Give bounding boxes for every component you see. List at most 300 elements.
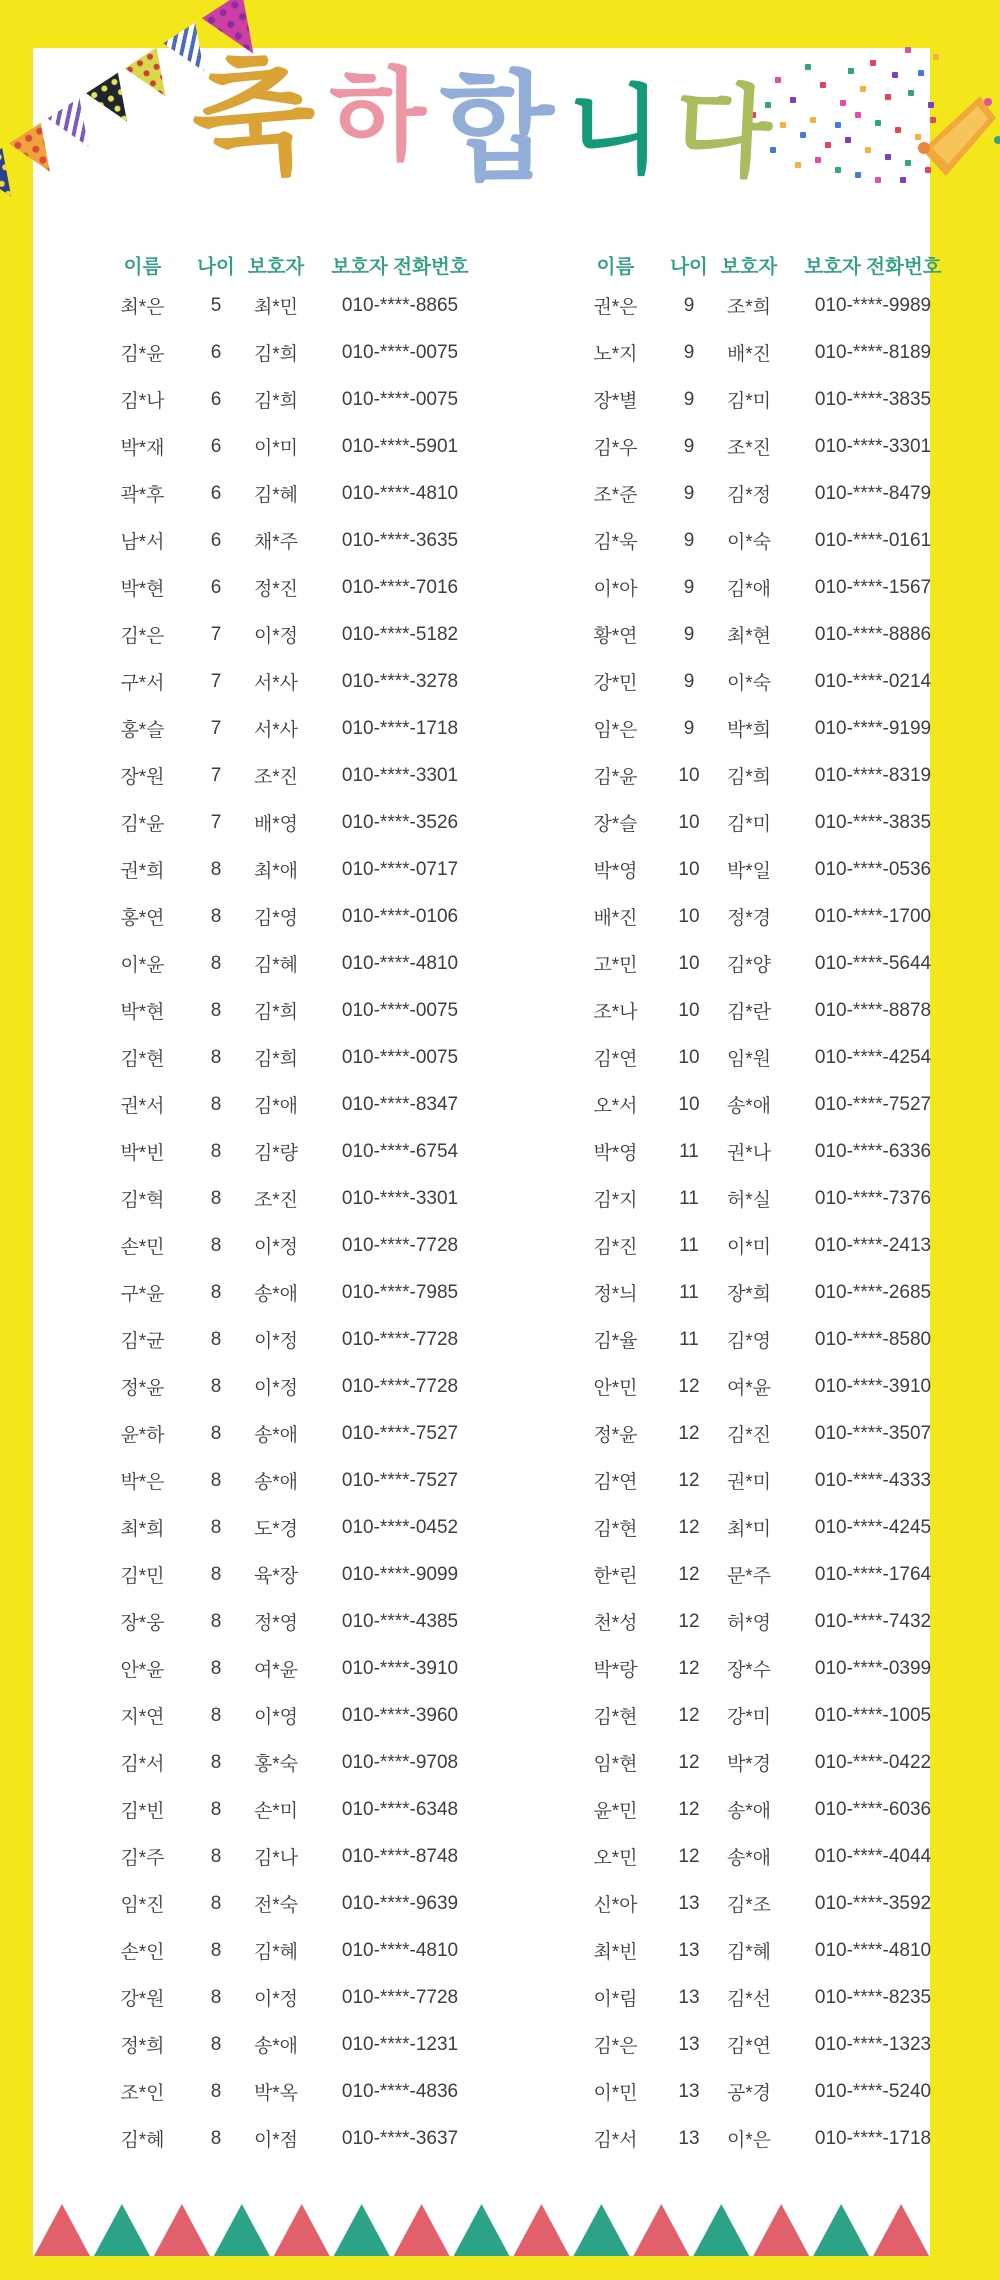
- table-row: [563, 893, 958, 940]
- name-cell: 강*민: [593, 673, 638, 694]
- phone-cell: 010-****-3278: [341, 670, 459, 692]
- age-cell: 9: [683, 435, 695, 457]
- guardian-cell: 장*수: [726, 1660, 772, 1681]
- name-cell: 김*우: [593, 438, 638, 459]
- table-row: [90, 1410, 485, 1457]
- age-cell: 6: [210, 529, 222, 551]
- phone-cell: 010-****-8347: [341, 1093, 459, 1115]
- name-cell: 김*혁: [120, 1190, 165, 1211]
- name-cell: 김*율: [593, 1331, 638, 1352]
- phone-cell: 010-****-0075: [341, 999, 459, 1021]
- guardian-cell: 공*경: [726, 2083, 772, 2104]
- table-row: [563, 2115, 958, 2162]
- guardian-cell: 김*혜: [253, 485, 299, 506]
- table-row: [563, 611, 958, 658]
- name-cell: 오*민: [593, 1848, 638, 1869]
- guardian-cell: 이*숙: [726, 532, 772, 553]
- triangle-icon: [94, 2204, 150, 2256]
- phone-cell: 010-****-7728: [341, 1986, 459, 2008]
- table-row: [90, 2021, 485, 2068]
- guardian-cell: 이*영: [253, 1707, 299, 1728]
- phone-cell: 010-****-3960: [341, 1704, 459, 1726]
- guardian-cell: 김*선: [726, 1989, 772, 2010]
- column-header-name: 이름: [596, 256, 635, 278]
- age-cell: 9: [683, 717, 695, 739]
- poster-panel: [33, 43, 942, 2256]
- phone-cell: 010-****-1005: [814, 1704, 932, 1726]
- age-cell: 6: [210, 341, 222, 363]
- guardian-cell: 김*희: [253, 1049, 299, 1070]
- age-cell: 10: [678, 764, 700, 786]
- age-cell: 13: [678, 1892, 700, 1914]
- name-cell: 김*빈: [120, 1801, 165, 1822]
- table-row: [563, 1316, 958, 1363]
- table-row: [90, 658, 485, 705]
- guardian-cell: 최*애: [253, 861, 299, 882]
- name-cell: 천*성: [593, 1613, 638, 1634]
- age-cell: 9: [683, 388, 695, 410]
- table-row: [90, 1457, 485, 1504]
- table-row: [563, 1880, 958, 1927]
- phone-cell: 010-****-1323: [814, 2033, 932, 2055]
- table-row: [90, 893, 485, 940]
- age-cell: 7: [210, 670, 222, 692]
- age-cell: 8: [210, 1469, 222, 1491]
- phone-cell: 010-****-7432: [814, 1610, 932, 1632]
- phone-cell: 010-****-4810: [341, 1939, 459, 1961]
- trumpet-icon: [918, 92, 1000, 182]
- guardian-cell: 전*숙: [253, 1895, 299, 1916]
- age-cell: 11: [679, 1140, 699, 1162]
- guardian-cell: 송*애: [253, 1284, 299, 1305]
- table-row: [90, 1739, 485, 1786]
- name-cell: 안*윤: [120, 1660, 165, 1681]
- table-row: [563, 1222, 958, 1269]
- guardian-cell: 최*미: [726, 1519, 772, 1540]
- guardian-cell: 송*애: [253, 1425, 299, 1446]
- name-cell: 이*림: [593, 1989, 638, 2010]
- age-cell: 9: [683, 623, 695, 645]
- phone-cell: 010-****-3910: [341, 1657, 459, 1679]
- table-row: [563, 1692, 958, 1739]
- guardian-cell: 조*희: [726, 297, 772, 318]
- guardian-cell: 여*윤: [253, 1660, 299, 1681]
- age-cell: 10: [678, 1046, 700, 1068]
- age-cell: 12: [678, 1751, 700, 1773]
- name-cell: 이*윤: [120, 955, 165, 976]
- column-header-age: 나이: [197, 256, 235, 278]
- phone-cell: 010-****-3835: [814, 811, 932, 833]
- phone-cell: 010-****-7728: [341, 1328, 459, 1350]
- guardian-cell: 김*란: [726, 1002, 772, 1023]
- table-row: [563, 1739, 958, 1786]
- age-cell: 9: [683, 294, 695, 316]
- age-cell: 12: [678, 1657, 700, 1679]
- guardian-cell: 이*점: [253, 2130, 299, 2151]
- phone-cell: 010-****-8235: [814, 1986, 932, 2008]
- guardian-cell: 이*정: [253, 626, 299, 647]
- guardian-cell: 장*희: [726, 1284, 772, 1305]
- table-row: [90, 611, 485, 658]
- table-row: [90, 1692, 485, 1739]
- guardian-cell: 송*애: [726, 1801, 772, 1822]
- table-row: [563, 423, 958, 470]
- guardian-cell: 김*애: [726, 579, 772, 600]
- age-cell: 9: [683, 529, 695, 551]
- phone-cell: 010-****-0717: [341, 858, 459, 880]
- guardian-cell: 김*영: [253, 908, 299, 929]
- age-cell: 8: [210, 905, 222, 927]
- triangle-icon: [573, 2204, 629, 2256]
- phone-cell: 010-****-9199: [814, 717, 932, 739]
- name-cell: 김*연: [593, 1049, 638, 1070]
- guardian-cell: 김*미: [726, 391, 772, 412]
- table-row: [90, 1833, 485, 1880]
- table-row: [90, 846, 485, 893]
- triangle-bunting: [33, 2204, 930, 2256]
- phone-cell: 010-****-0536: [814, 858, 932, 880]
- age-cell: 8: [210, 1281, 222, 1303]
- age-cell: 8: [210, 2033, 222, 2055]
- table-row: [90, 1786, 485, 1833]
- name-cell: 안*민: [593, 1378, 638, 1399]
- age-cell: 12: [678, 1375, 700, 1397]
- phone-cell: 010-****-7527: [814, 1093, 932, 1115]
- name-cell: 권*은: [593, 297, 638, 318]
- title-letter: 하: [329, 60, 426, 172]
- name-cell: 최*희: [120, 1519, 165, 1540]
- column-header-age: 나이: [670, 256, 708, 278]
- phone-cell: 010-****-5901: [341, 435, 459, 457]
- name-cell: 임*진: [120, 1895, 165, 1916]
- phone-cell: 010-****-0422: [814, 1751, 932, 1773]
- triangle-icon: [693, 2204, 749, 2256]
- name-cell: 오*서: [593, 1096, 638, 1117]
- phone-cell: 010-****-1231: [341, 2033, 459, 2055]
- guardian-cell: 김*나: [253, 1848, 299, 1869]
- guardian-cell: 김*희: [253, 1002, 299, 1023]
- table-row: [90, 1269, 485, 1316]
- age-cell: 13: [678, 1986, 700, 2008]
- age-cell: 12: [678, 1469, 700, 1491]
- name-cell: 김*나: [120, 391, 165, 412]
- phone-cell: 010-****-7728: [341, 1234, 459, 1256]
- table-row: [90, 376, 485, 423]
- phone-cell: 010-****-9099: [341, 1563, 459, 1585]
- guardian-cell: 김*혜: [726, 1942, 772, 1963]
- name-cell: 정*늬: [593, 1284, 638, 1305]
- guardian-cell: 여*윤: [726, 1378, 772, 1399]
- phone-cell: 010-****-5644: [814, 952, 932, 974]
- table-row: [563, 376, 958, 423]
- table-row: [563, 1410, 958, 1457]
- phone-cell: 010-****-7985: [341, 1281, 459, 1303]
- name-cell: 김*서: [120, 1754, 165, 1775]
- name-cell: 김*진: [593, 1237, 638, 1258]
- name-cell: 김*민: [120, 1566, 165, 1587]
- table-row: [90, 1880, 485, 1927]
- phone-cell: 010-****-1764: [814, 1563, 932, 1585]
- name-cell: 윤*하: [120, 1425, 165, 1446]
- name-cell: 장*별: [593, 391, 638, 412]
- phone-cell: 010-****-1700: [814, 905, 932, 927]
- phone-cell: 010-****-6348: [341, 1798, 459, 1820]
- phone-cell: 010-****-3301: [814, 435, 932, 457]
- guardian-cell: 배*영: [253, 814, 299, 835]
- phone-cell: 010-****-1718: [814, 2127, 932, 2149]
- table-row: [563, 752, 958, 799]
- phone-cell: 010-****-4810: [814, 1939, 932, 1961]
- age-cell: 7: [210, 717, 222, 739]
- guardian-cell: 허*실: [726, 1190, 772, 1211]
- age-cell: 8: [210, 1892, 222, 1914]
- phone-cell: 010-****-0161: [814, 529, 932, 551]
- triangle-icon: [454, 2204, 510, 2256]
- age-cell: 8: [210, 1986, 222, 2008]
- guardian-cell: 강*미: [726, 1707, 772, 1728]
- phone-cell: 010-****-1567: [814, 576, 932, 598]
- age-cell: 8: [210, 1187, 222, 1209]
- guardian-cell: 김*희: [253, 344, 299, 365]
- name-cell: 한*린: [593, 1566, 638, 1587]
- table-row: [563, 564, 958, 611]
- phone-cell: 010-****-4245: [814, 1516, 932, 1538]
- phone-cell: 010-****-3635: [341, 529, 459, 551]
- name-cell: 김*혜: [120, 2130, 165, 2151]
- guardian-cell: 이*미: [253, 438, 299, 459]
- phone-cell: 010-****-1718: [341, 717, 459, 739]
- phone-cell: 010-****-8580: [814, 1328, 932, 1350]
- table-row: [563, 470, 958, 517]
- age-cell: 12: [678, 1610, 700, 1632]
- phone-cell: 010-****-2685: [814, 1281, 932, 1303]
- name-cell: 김*주: [120, 1848, 165, 1869]
- column-header-guardian: 보호자: [247, 256, 305, 278]
- guardian-cell: 송*애: [253, 2036, 299, 2057]
- guardian-cell: 김*영: [726, 1331, 772, 1352]
- name-cell: 김*은: [593, 2036, 638, 2057]
- phone-cell: 010-****-8865: [341, 294, 459, 316]
- age-cell: 8: [210, 1234, 222, 1256]
- name-cell: 황*연: [593, 626, 638, 647]
- triangle-icon: [34, 2204, 90, 2256]
- name-cell: 조*준: [593, 485, 638, 506]
- name-cell: 김*은: [120, 626, 165, 647]
- phone-cell: 010-****-7376: [814, 1187, 932, 1209]
- age-cell: 8: [210, 1422, 222, 1444]
- phone-cell: 010-****-9989: [814, 294, 932, 316]
- table-row: [90, 940, 485, 987]
- name-cell: 박*영: [593, 861, 638, 882]
- guardian-cell: 이*정: [253, 1237, 299, 1258]
- phone-cell: 010-****-3637: [341, 2127, 459, 2149]
- age-cell: 10: [678, 858, 700, 880]
- table-row: [563, 1786, 958, 1833]
- phone-cell: 010-****-4333: [814, 1469, 932, 1491]
- guardian-cell: 조*진: [726, 438, 772, 459]
- name-cell: 고*민: [593, 955, 638, 976]
- table-row: [90, 423, 485, 470]
- column-header-name: 이름: [123, 256, 162, 278]
- age-cell: 8: [210, 1704, 222, 1726]
- table-row: [90, 987, 485, 1034]
- name-cell: 손*인: [120, 1942, 165, 1963]
- phone-cell: 010-****-3526: [341, 811, 459, 833]
- name-cell: 김*균: [120, 1331, 165, 1352]
- table-row: [563, 1833, 958, 1880]
- guardian-cell: 도*경: [253, 1519, 299, 1540]
- guardian-cell: 박*경: [726, 1754, 772, 1775]
- table-row: [90, 329, 485, 376]
- column-header-guardian: 보호자: [720, 256, 778, 278]
- phone-cell: 010-****-4810: [341, 482, 459, 504]
- phone-cell: 010-****-8479: [814, 482, 932, 504]
- table-row: [563, 1974, 958, 2021]
- age-cell: 8: [210, 2080, 222, 2102]
- guardian-cell: 송*애: [253, 1472, 299, 1493]
- attendee-table-left: [90, 248, 485, 2162]
- phone-cell: 010-****-0214: [814, 670, 932, 692]
- age-cell: 8: [210, 1046, 222, 1068]
- table-row: [563, 1504, 958, 1551]
- table-row: [90, 1645, 485, 1692]
- name-cell: 김*윤: [120, 814, 165, 835]
- table-header-row: [90, 248, 485, 282]
- phone-cell: 010-****-8319: [814, 764, 932, 786]
- guardian-cell: 이*정: [253, 1989, 299, 2010]
- age-cell: 13: [678, 1939, 700, 1961]
- table-row: [90, 1363, 485, 1410]
- guardian-cell: 김*미: [726, 814, 772, 835]
- guardian-cell: 문*주: [726, 1566, 772, 1587]
- phone-cell: 010-****-4254: [814, 1046, 932, 1068]
- guardian-cell: 김*희: [726, 767, 772, 788]
- guardian-cell: 정*경: [726, 908, 772, 929]
- phone-cell: 010-****-9639: [341, 1892, 459, 1914]
- phone-cell: 010-****-0075: [341, 341, 459, 363]
- triangle-icon: [753, 2204, 809, 2256]
- table-row: [563, 987, 958, 1034]
- age-cell: 12: [678, 1845, 700, 1867]
- name-cell: 권*희: [120, 861, 165, 882]
- triangle-icon: [873, 2204, 929, 2256]
- guardian-cell: 이*정: [253, 1331, 299, 1352]
- table-row: [90, 2068, 485, 2115]
- guardian-cell: 이*정: [253, 1378, 299, 1399]
- name-cell: 구*서: [120, 673, 165, 694]
- guardian-cell: 손*미: [253, 1801, 299, 1822]
- flag-icon: [163, 22, 220, 81]
- age-cell: 8: [210, 1939, 222, 1961]
- name-cell: 이*아: [593, 579, 638, 600]
- guardian-cell: 조*진: [253, 767, 299, 788]
- guardian-cell: 송*애: [726, 1848, 772, 1869]
- age-cell: 12: [678, 1704, 700, 1726]
- flag-icon: [9, 123, 66, 182]
- name-cell: 홍*슬: [120, 720, 165, 741]
- phone-cell: 010-****-9708: [341, 1751, 459, 1773]
- triangle-icon: [813, 2204, 869, 2256]
- name-cell: 김*윤: [120, 344, 165, 365]
- name-cell: 김*윤: [593, 767, 638, 788]
- table-row: [90, 1081, 485, 1128]
- phone-cell: 010-****-3835: [814, 388, 932, 410]
- guardian-cell: 김*정: [726, 485, 772, 506]
- guardian-cell: 김*진: [726, 1425, 772, 1446]
- phone-cell: 010-****-0075: [341, 388, 459, 410]
- name-cell: 임*현: [593, 1754, 638, 1775]
- triangle-icon: [514, 2204, 570, 2256]
- guardian-cell: 이*은: [726, 2130, 772, 2151]
- age-cell: 8: [210, 1751, 222, 1773]
- age-cell: 7: [210, 623, 222, 645]
- phone-cell: 010-****-8189: [814, 341, 932, 363]
- name-cell: 이*민: [593, 2083, 638, 2104]
- name-cell: 정*희: [120, 2036, 165, 2057]
- guardian-cell: 박*희: [726, 720, 772, 741]
- column-header-phone: 보호자 전화번호: [804, 256, 942, 278]
- age-cell: 9: [683, 482, 695, 504]
- table-row: [563, 1927, 958, 1974]
- table-row: [563, 940, 958, 987]
- name-cell: 홍*연: [120, 908, 165, 929]
- age-cell: 13: [678, 2127, 700, 2149]
- table-row: [90, 1128, 485, 1175]
- name-cell: 최*은: [120, 297, 165, 318]
- phone-cell: 010-****-8886: [814, 623, 932, 645]
- age-cell: 10: [678, 952, 700, 974]
- age-cell: 13: [678, 2080, 700, 2102]
- table-row: [90, 1598, 485, 1645]
- name-cell: 지*연: [120, 1707, 165, 1728]
- age-cell: 8: [210, 1375, 222, 1397]
- table-row: [563, 2021, 958, 2068]
- confetti-icon: [750, 42, 756, 48]
- phone-cell: 010-****-3301: [341, 1187, 459, 1209]
- age-cell: 8: [210, 2127, 222, 2149]
- triangle-icon: [214, 2204, 270, 2256]
- name-cell: 박*랑: [593, 1660, 638, 1681]
- phone-cell: 010-****-0399: [814, 1657, 932, 1679]
- phone-cell: 010-****-4836: [341, 2080, 459, 2102]
- guardian-cell: 김*연: [726, 2036, 772, 2057]
- name-cell: 김*현: [593, 1707, 638, 1728]
- age-cell: 8: [210, 1610, 222, 1632]
- table-row: [563, 1175, 958, 1222]
- table-row: [563, 1598, 958, 1645]
- triangle-icon: [633, 2204, 689, 2256]
- name-cell: 박*영: [593, 1143, 638, 1164]
- guardian-cell: 김*희: [253, 391, 299, 412]
- triangle-icon: [274, 2204, 330, 2256]
- age-cell: 6: [210, 576, 222, 598]
- guardian-cell: 박*옥: [253, 2083, 299, 2104]
- phone-cell: 010-****-7527: [341, 1422, 459, 1444]
- age-cell: 7: [210, 811, 222, 833]
- age-cell: 8: [210, 1328, 222, 1350]
- table-row: [563, 329, 958, 376]
- age-cell: 10: [678, 811, 700, 833]
- age-cell: 8: [210, 1093, 222, 1115]
- table-row: [563, 658, 958, 705]
- phone-cell: 010-****-0106: [341, 905, 459, 927]
- age-cell: 12: [678, 1516, 700, 1538]
- table-row: [90, 517, 485, 564]
- name-cell: 곽*후: [120, 485, 165, 506]
- table-row: [563, 799, 958, 846]
- guardian-cell: 육*장: [253, 1566, 299, 1587]
- title-letter: 축: [186, 43, 321, 196]
